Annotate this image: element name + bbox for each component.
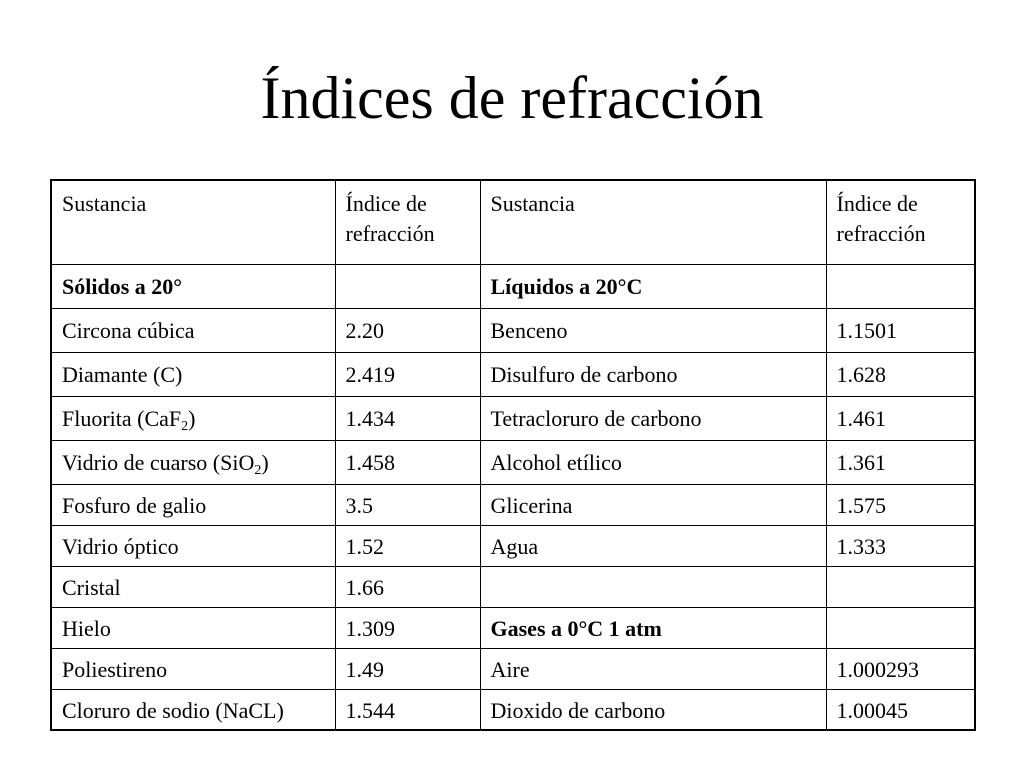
header-cell-index-left: Índice de refracción — [335, 180, 480, 264]
subscript: 2 — [254, 462, 262, 478]
table-row — [51, 440, 975, 484]
table-row — [51, 566, 975, 607]
table-row — [51, 308, 975, 352]
table-row — [51, 352, 975, 396]
table-cell: Cristal — [51, 566, 335, 607]
cell-text: Fluorita (CaF — [62, 405, 182, 431]
page-title: Índices de refracción — [260, 65, 764, 131]
table-cell: Vidrio óptico — [51, 525, 335, 566]
table-cell: Aire — [480, 648, 826, 689]
cell-text: ) — [188, 405, 196, 431]
table-cell: Dioxido de carbono — [480, 689, 826, 730]
section-heading-liquids: Líquidos a 20°C — [480, 264, 826, 308]
subscript: 2 — [181, 418, 189, 434]
table-cell: Alcohol etílico — [480, 440, 826, 484]
table-cell: Agua — [480, 525, 826, 566]
table-cell: 1.575 — [826, 484, 975, 525]
cell-text: ) — [261, 449, 269, 475]
table-cell: 1.458 — [335, 440, 480, 484]
table-row — [51, 648, 975, 689]
table-cell: 1.000293 — [826, 648, 975, 689]
section-heading-solids: Sólidos a 20° — [51, 264, 335, 308]
table-cell: Poliestireno — [51, 648, 335, 689]
table-row — [51, 264, 975, 308]
table-cell: 1.309 — [335, 607, 480, 648]
header-cell-index-right: Índice de refracción — [826, 180, 975, 264]
table-cell — [480, 566, 826, 607]
table-cell — [335, 264, 480, 308]
table-cell — [51, 396, 335, 440]
table-cell: Circona cúbica — [51, 308, 335, 352]
table-cell: 1.66 — [335, 566, 480, 607]
table-cell: 1.361 — [826, 440, 975, 484]
table-cell: 1.434 — [335, 396, 480, 440]
section-heading-gases: Gases a 0°C 1 atm — [480, 607, 826, 648]
table-cell: Disulfuro de carbono — [480, 352, 826, 396]
table-cell: Glicerina — [480, 484, 826, 525]
table-cell: Tetracloruro de carbono — [480, 396, 826, 440]
table-cell: Benceno — [480, 308, 826, 352]
table-row — [51, 689, 975, 730]
table-cell — [826, 264, 975, 308]
table-row — [51, 525, 975, 566]
table-cell: 1.00045 — [826, 689, 975, 730]
table-row — [51, 396, 975, 440]
table-cell: 2.419 — [335, 352, 480, 396]
table-cell: 1.544 — [335, 689, 480, 730]
table-cell — [826, 566, 975, 607]
header-cell-substance-right: Sustancia — [480, 180, 826, 264]
table-cell: 1.628 — [826, 352, 975, 396]
table-cell: 1.461 — [826, 396, 975, 440]
table-cell: Cloruro de sodio (NaCL) — [51, 689, 335, 730]
refraction-table — [50, 179, 976, 731]
table-cell: 1.49 — [335, 648, 480, 689]
table-cell: Fosfuro de galio — [51, 484, 335, 525]
cell-text: Vidrio de cuarso (SiO — [62, 449, 255, 475]
table-cell: 3.5 — [335, 484, 480, 525]
table-cell: Diamante (C) — [51, 352, 335, 396]
table-cell: 1.52 — [335, 525, 480, 566]
table-cell: 2.20 — [335, 308, 480, 352]
table-cell — [51, 440, 335, 484]
table-cell: 1.1501 — [826, 308, 975, 352]
header-cell-substance-left: Sustancia — [51, 180, 335, 264]
table-header-row — [51, 180, 975, 264]
table-cell: Hielo — [51, 607, 335, 648]
table-row — [51, 607, 975, 648]
table-cell — [826, 607, 975, 648]
table-row — [51, 484, 975, 525]
table-cell: 1.333 — [826, 525, 975, 566]
